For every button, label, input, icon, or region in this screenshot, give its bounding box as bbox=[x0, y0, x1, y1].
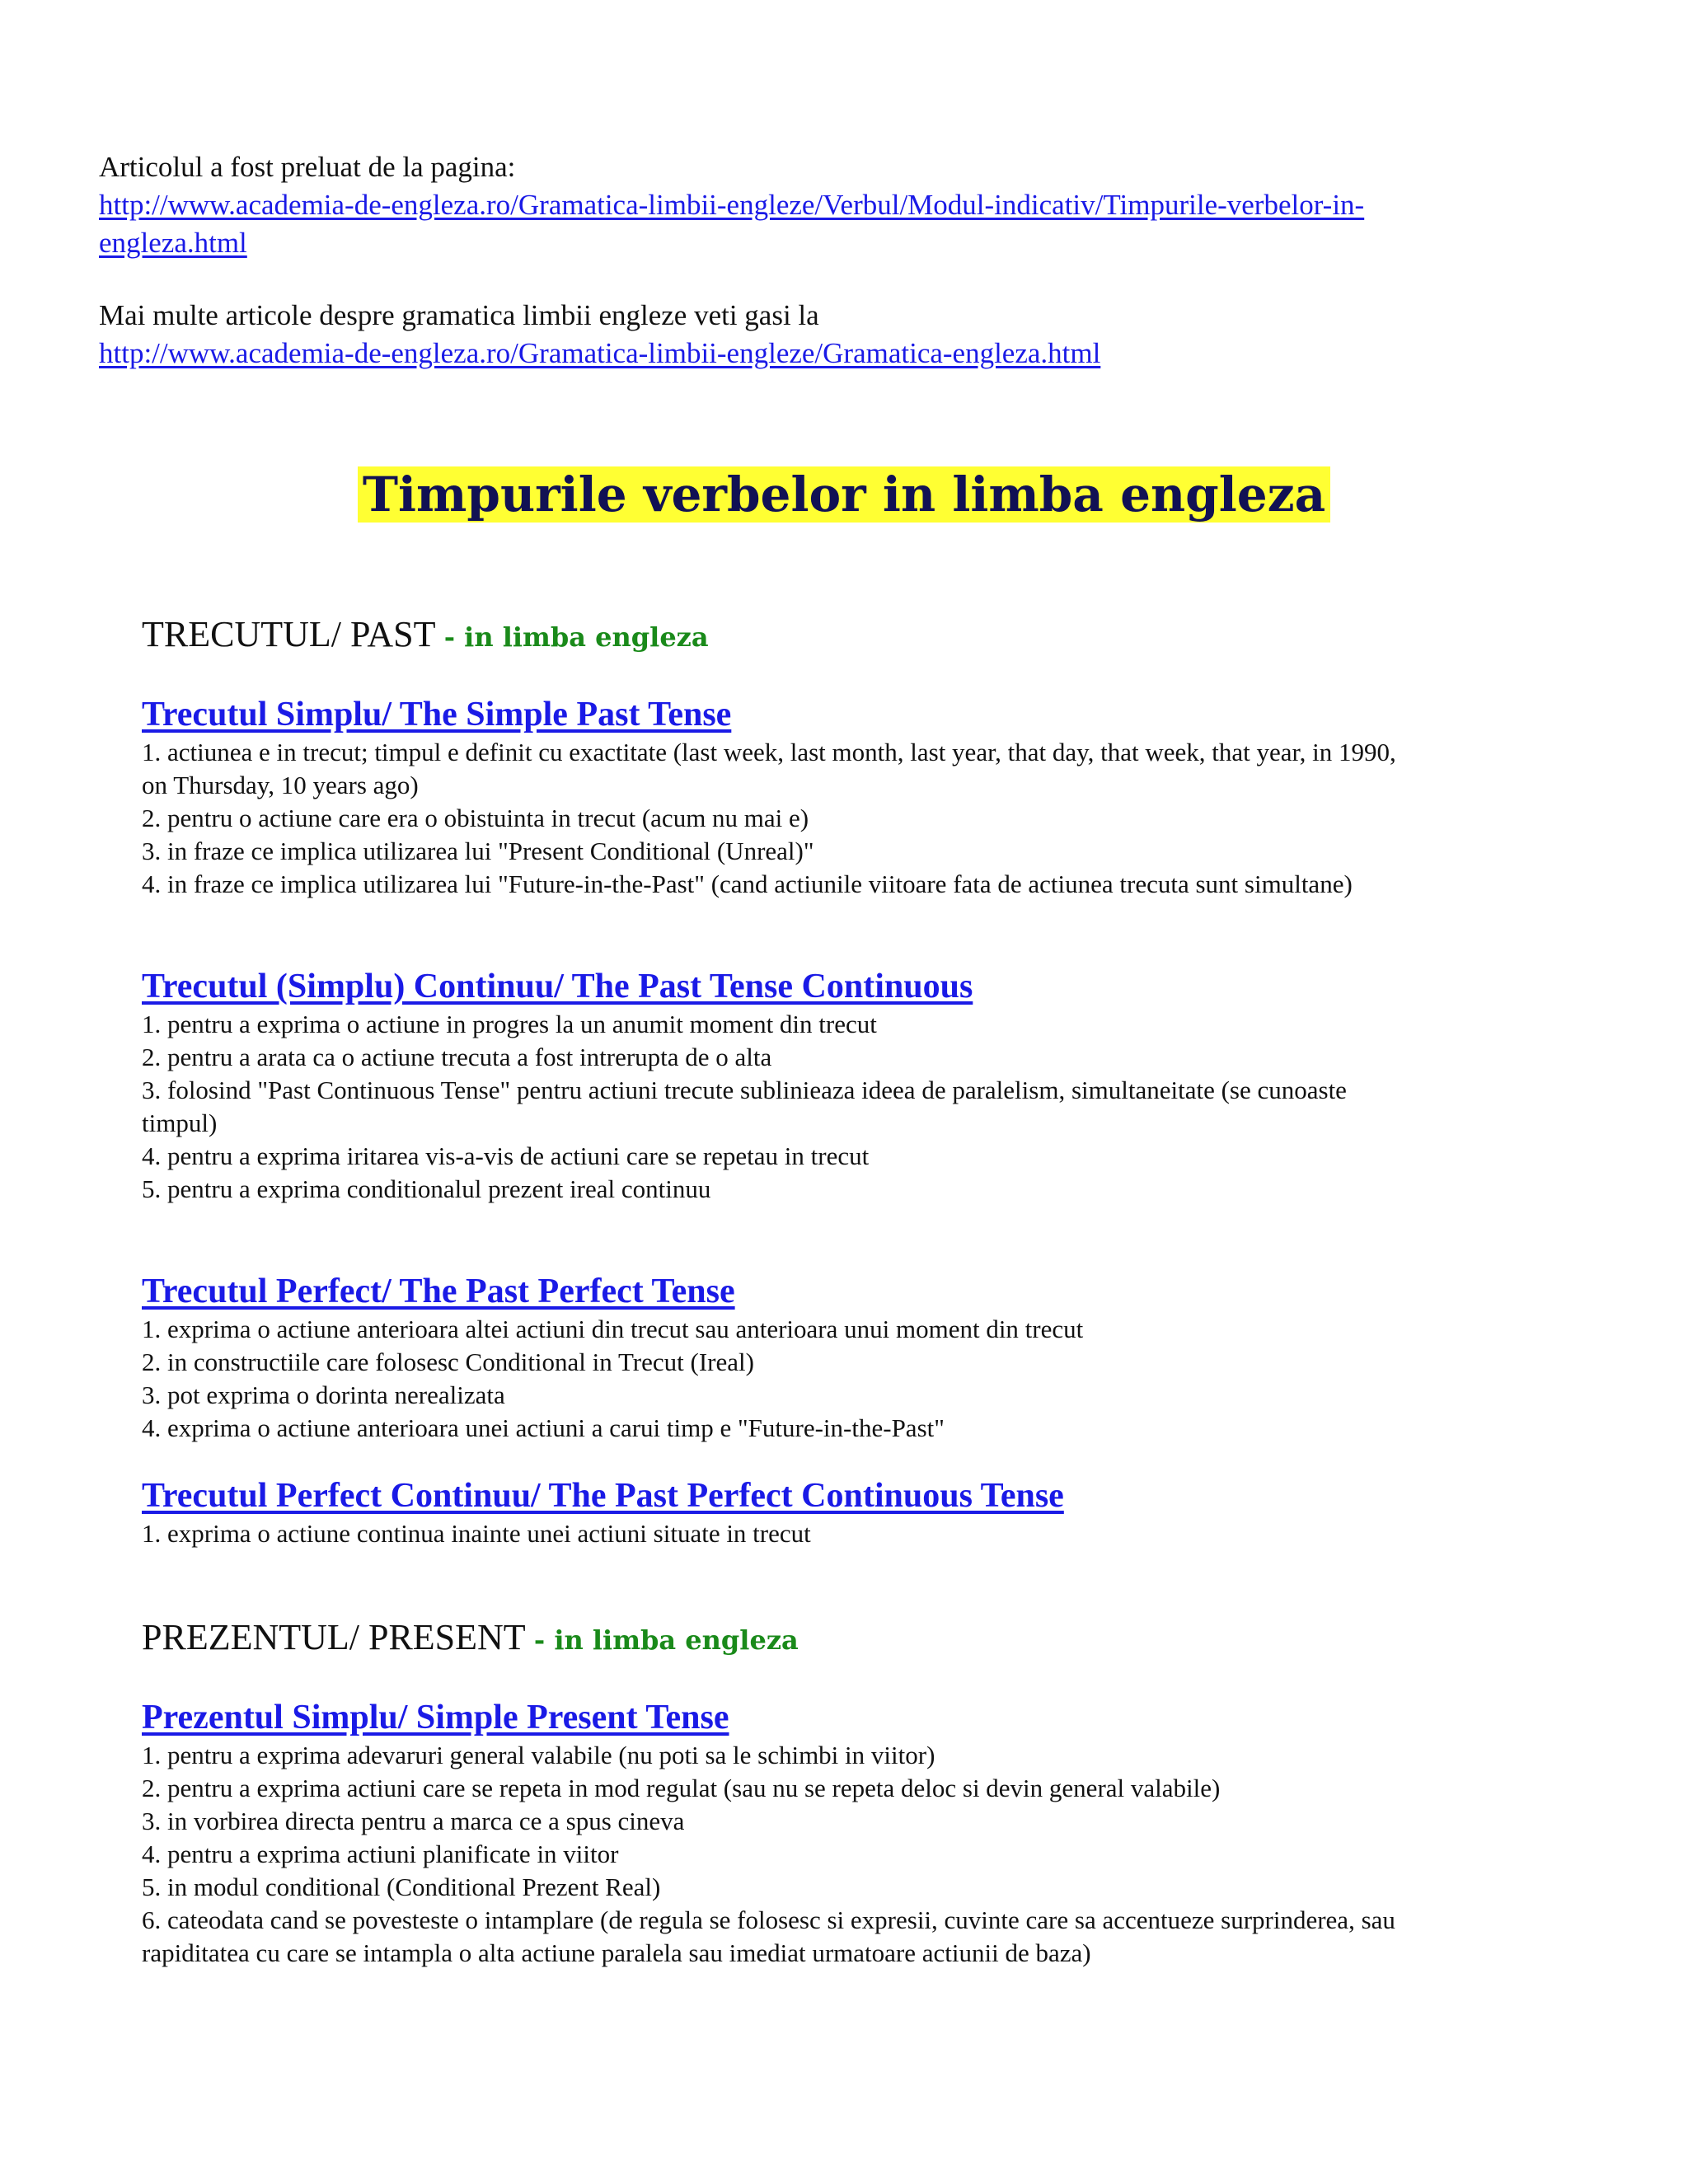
tense-simple-past bbox=[142, 693, 1592, 901]
source-block bbox=[99, 148, 1632, 262]
content bbox=[142, 610, 1592, 1970]
tense-past-perfect-continuous bbox=[142, 1474, 1592, 1550]
list-item: rapiditatea cu care se intampla o alta actiune paralela sau imediat urmatoare actiunii de baza) bbox=[142, 1938, 1091, 1967]
section-heading-past-sub: - in limba engleza bbox=[443, 621, 709, 653]
more-articles-link[interactable]: http://www.academia-de-engleza.ro/Gramatica-limbii-engleze/Gramatica-engleza.html bbox=[99, 337, 1101, 369]
list-item: 1. pentru a exprima o actiune in progres la un anumit moment din trecut bbox=[142, 1010, 877, 1038]
list-item: 1. pentru a exprima adevaruri general valabile (nu poti sa le schimbi in viitor) bbox=[142, 1741, 935, 1769]
list-item: 3. in fraze ce implica utilizarea lui "Present Conditional (Unreal)" bbox=[142, 837, 814, 865]
section-heading-past bbox=[142, 610, 1592, 662]
list-item: 1. exprima o actiune continua inainte unei actiuni situate in trecut bbox=[142, 1519, 811, 1548]
source-link[interactable] bbox=[99, 186, 1632, 262]
list-item: 2. pentru a exprima actiuni care se repeta in mod regulat (sau nu se repeta deloc si devin general valabile) bbox=[142, 1774, 1221, 1802]
list-item: 6. cateodata cand se povesteste o intamplare (de regula se folosesc si expresii, cuvinte care sa accentueze surprinderea, sau bbox=[142, 1905, 1395, 1934]
source-link-line1[interactable]: http://www.academia-de-engleza.ro/Gramatica-limbii-engleze/Verbul/Modul-indicativ/Timpurile-verbelor-in- bbox=[99, 189, 1365, 221]
tense-items-past-perfect-continuous bbox=[142, 1517, 1592, 1550]
list-item: 1. exprima o actiune anterioara altei actiuni din trecut sau anterioara unui moment din trecut bbox=[142, 1315, 1084, 1343]
list-item: 5. in modul conditional (Conditional Prezent Real) bbox=[142, 1872, 661, 1901]
list-item: 4. in fraze ce implica utilizarea lui "Future-in-the-Past" (cand actiunile viitoare fata de actiunea trecuta sunt simultane) bbox=[142, 869, 1353, 898]
tense-title-simple-present[interactable]: Prezentul Simplu/ Simple Present Tense bbox=[142, 1699, 729, 1736]
tense-title-past-perfect-continuous[interactable]: Trecutul Perfect Continuu/ The Past Perfect Continuous Tense bbox=[142, 1477, 1064, 1515]
more-articles-text: Mai multe articole despre gramatica limbii engleze veti gasi la bbox=[99, 299, 819, 331]
tense-past-perfect bbox=[142, 1270, 1592, 1445]
list-item: timpul) bbox=[142, 1108, 218, 1137]
tense-title-past-continuous[interactable]: Trecutul (Simplu) Continuu/ The Past Tense Continuous bbox=[142, 968, 973, 1005]
tense-title-past-perfect[interactable]: Trecutul Perfect/ The Past Perfect Tense bbox=[142, 1272, 735, 1310]
list-item: on Thursday, 10 years ago) bbox=[142, 771, 419, 799]
tense-items-past-perfect bbox=[142, 1313, 1592, 1445]
section-heading-present bbox=[142, 1613, 1592, 1665]
list-item: 2. in constructiile care folosesc Conditional in Trecut (Ireal) bbox=[142, 1347, 754, 1376]
tense-title-simple-past[interactable]: Trecutul Simplu/ The Simple Past Tense bbox=[142, 696, 732, 733]
list-item: 2. pentru o actiune care era o obistuinta in trecut (acum nu mai e) bbox=[142, 804, 809, 832]
list-item: 5. pentru a exprima conditionalul prezent ireal continuu bbox=[142, 1174, 711, 1203]
tense-items-simple-present bbox=[142, 1739, 1592, 1970]
list-item: 2. pentru a arata ca o actiune trecuta a fost intrerupta de o alta bbox=[142, 1043, 772, 1071]
page-title-text: Timpurile verbelor in limba engleza bbox=[358, 466, 1330, 523]
section-heading-present-sub: - in limba engleza bbox=[533, 1624, 799, 1656]
source-intro: Articolul a fost preluat de la pagina: bbox=[99, 151, 516, 183]
section-heading-past-text: TRECUTUL/ PAST bbox=[142, 614, 435, 654]
list-item: 4. pentru a exprima actiuni planificate in viitor bbox=[142, 1840, 619, 1868]
tense-items-past-continuous bbox=[142, 1008, 1592, 1206]
list-item: 1. actiunea e in trecut; timpul e definit cu exactitate (last week, last month, last year, that day, that week, that year, in 1990, bbox=[142, 738, 1396, 766]
list-item: 3. folosind "Past Continuous Tense" pentru actiuni trecute sublinieaza ideea de paralelism, simultaneitate (se cunoaste bbox=[142, 1076, 1347, 1104]
list-item: 3. pot exprima o dorinta nerealizata bbox=[142, 1380, 505, 1409]
page-title bbox=[0, 462, 1688, 527]
tense-past-continuous bbox=[142, 965, 1592, 1206]
source-link-line2[interactable]: engleza.html bbox=[99, 227, 247, 259]
list-item: 3. in vorbirea directa pentru a marca ce a spus cineva bbox=[142, 1807, 685, 1835]
more-articles-block bbox=[99, 297, 1632, 373]
list-item: 4. pentru a exprima iritarea vis-a-vis de actiuni care se repetau in trecut bbox=[142, 1141, 870, 1170]
tense-simple-present bbox=[142, 1696, 1592, 1970]
tense-items-simple-past bbox=[142, 736, 1592, 901]
list-item: 4. exprima o actiune anterioara unei actiuni a carui timp e "Future-in-the-Past" bbox=[142, 1413, 945, 1442]
section-heading-present-text: PREZENTUL/ PRESENT bbox=[142, 1617, 525, 1657]
